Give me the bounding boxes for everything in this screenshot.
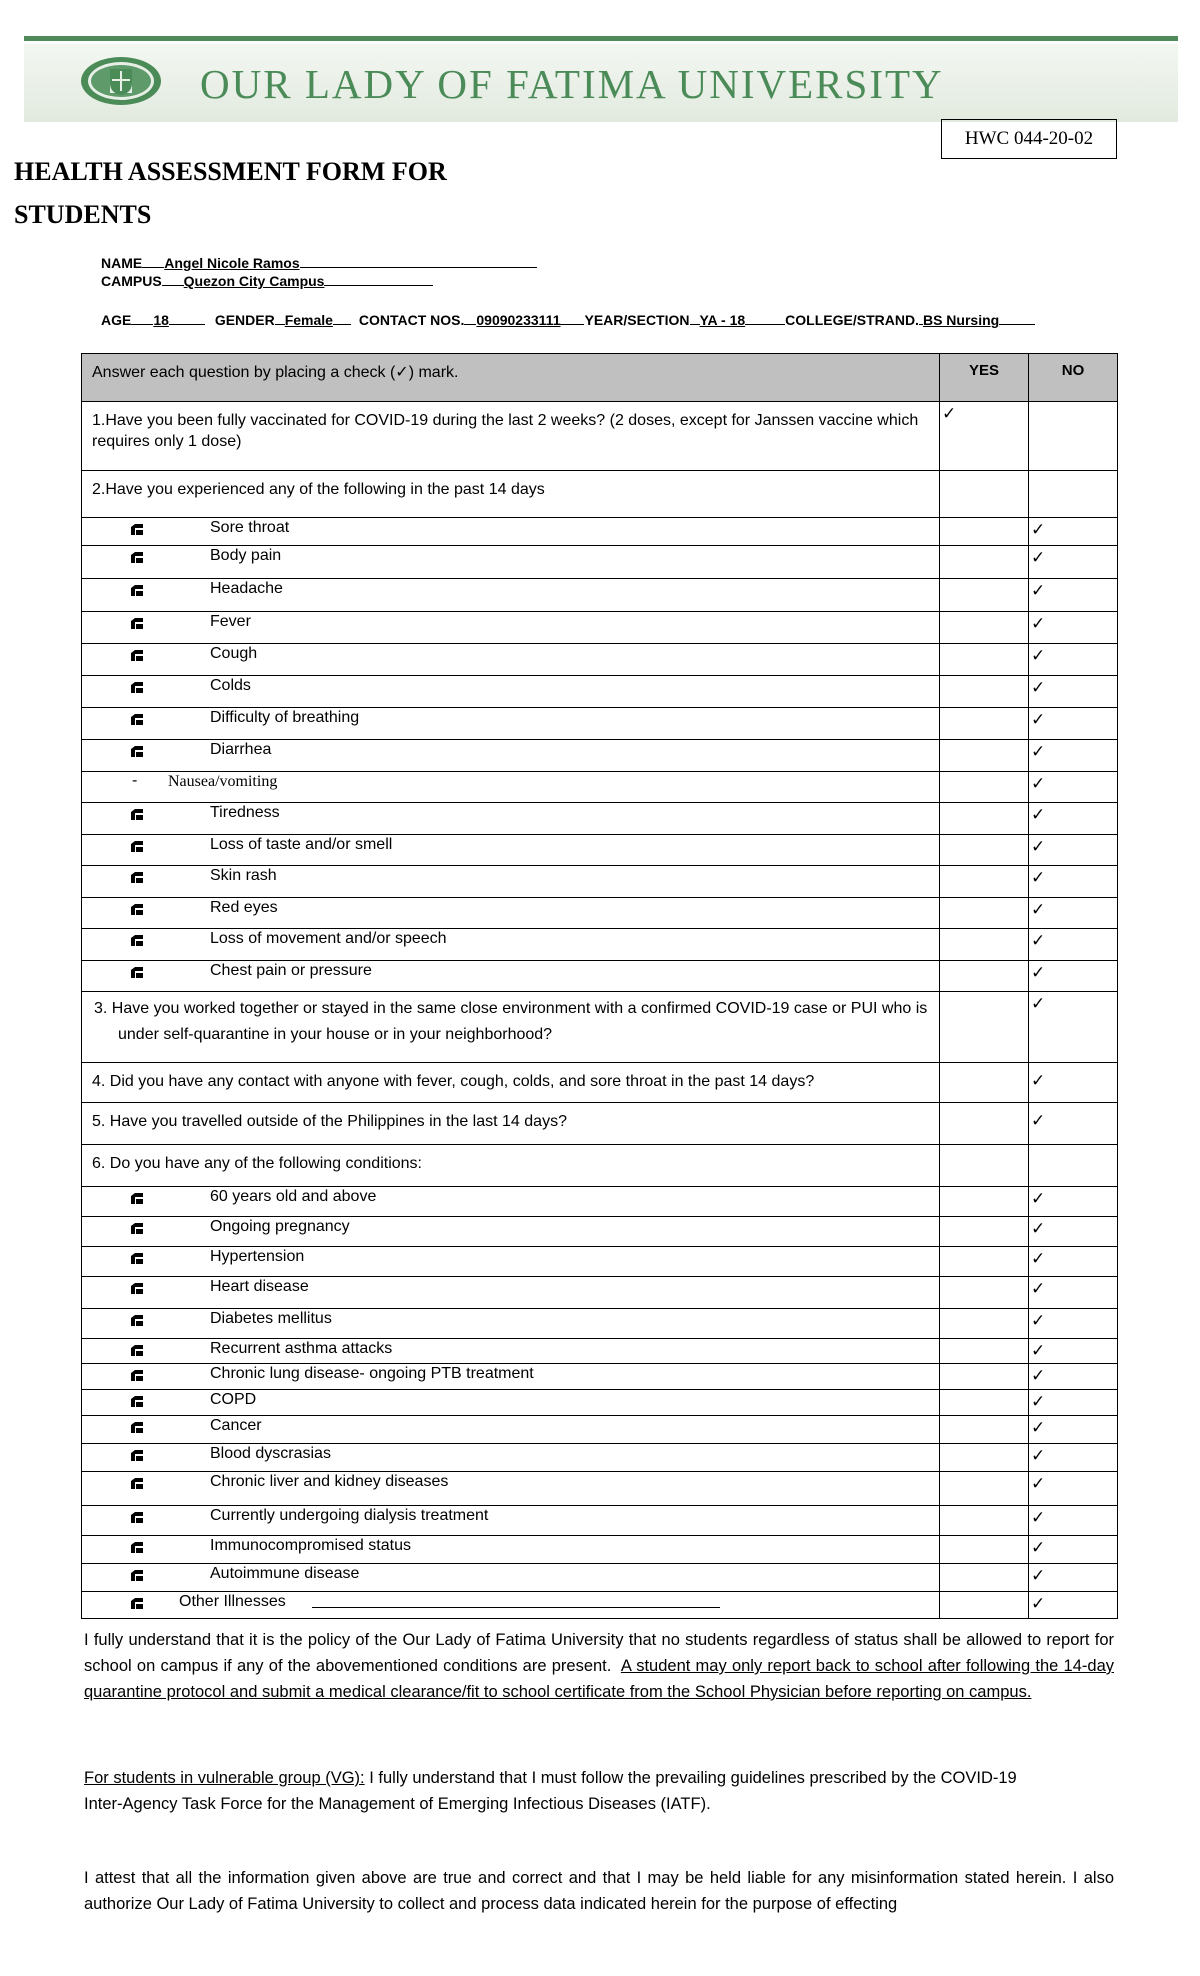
university-seal-icon	[80, 56, 162, 106]
symptom-yes-cell[interactable]	[940, 803, 1029, 835]
symptom-no-check: ✓	[1031, 678, 1046, 697]
symptom-yes-cell[interactable]	[940, 740, 1029, 772]
symptom-no-cell[interactable]	[1029, 772, 1118, 803]
condition-no-cell[interactable]	[1029, 1416, 1118, 1444]
symptom-cell	[82, 866, 940, 898]
question-6-text: 6. Do you have any of the following conditions:	[82, 1145, 940, 1187]
q2-no-cell[interactable]	[1029, 471, 1118, 518]
symptom-no-check: ✓	[1031, 774, 1046, 793]
dash-bullet-icon: -	[132, 772, 138, 789]
symptom-cell	[82, 961, 940, 992]
symptom-cell	[82, 929, 940, 961]
condition-label: Heart disease	[210, 1278, 309, 1295]
condition-cell	[82, 1472, 940, 1506]
checkbox-bullet-icon	[130, 1313, 144, 1327]
symptom-no-cell[interactable]	[1029, 898, 1118, 929]
symptom-label: Difficulty of breathing	[210, 709, 360, 726]
condition-label: 60 years old and above	[210, 1188, 377, 1205]
symptom-no-cell[interactable]	[1029, 644, 1118, 676]
condition-label: COPD	[210, 1391, 257, 1408]
question-row-2	[82, 471, 1118, 518]
name-field: NAME Angel Nicole Ramos	[101, 255, 537, 271]
checkbox-bullet-icon	[130, 839, 144, 853]
symptom-no-cell[interactable]	[1029, 835, 1118, 866]
q3-no-cell[interactable]	[1029, 992, 1118, 1063]
symptom-no-check: ✓	[1031, 581, 1046, 600]
condition-row	[82, 1536, 1118, 1564]
checkbox-bullet-icon	[130, 1368, 144, 1382]
symptom-no-cell[interactable]	[1029, 676, 1118, 708]
condition-yes-cell[interactable]	[940, 1416, 1029, 1444]
checkbox-bullet-icon	[130, 1251, 144, 1265]
vg-text-2: Inter-Agency Task Force for the Management of Emerging Infectious Diseases (IATF).	[84, 1795, 711, 1813]
condition-row	[82, 1416, 1118, 1444]
other-no-check: ✓	[1031, 1594, 1046, 1613]
condition-no-check: ✓	[1031, 1341, 1046, 1360]
symptom-cell	[82, 579, 940, 612]
checkbox-bullet-icon	[130, 616, 144, 630]
question-row-4	[82, 1063, 1118, 1103]
condition-no-check: ✓	[1031, 1392, 1046, 1411]
condition-row	[82, 1339, 1118, 1364]
condition-label: Autoimmune disease	[210, 1565, 360, 1582]
symptom-no-cell[interactable]	[1029, 708, 1118, 740]
symptom-yes-cell[interactable]	[940, 866, 1029, 898]
yes-header: YES	[940, 354, 1029, 402]
condition-no-check: ✓	[1031, 1366, 1046, 1385]
symptom-row	[82, 772, 1118, 803]
table-header-row	[82, 354, 1118, 402]
condition-no-check: ✓	[1031, 1311, 1046, 1330]
symptom-no-cell[interactable]	[1029, 518, 1118, 546]
checkbox-bullet-icon	[130, 583, 144, 597]
symptom-no-cell[interactable]	[1029, 740, 1118, 772]
question-row-1	[82, 402, 1118, 471]
symptom-yes-cell[interactable]	[940, 835, 1029, 866]
symptom-row	[82, 803, 1118, 835]
condition-yes-cell[interactable]	[940, 1564, 1029, 1592]
condition-label: Recurrent asthma attacks	[210, 1340, 393, 1357]
symptom-no-cell[interactable]	[1029, 579, 1118, 612]
condition-cell	[82, 1247, 940, 1277]
symptom-cell	[82, 898, 940, 929]
question-2-text: 2.Have you experienced any of the following in the past 14 days	[82, 471, 940, 518]
assessment-table	[81, 353, 1118, 1619]
condition-label: Ongoing pregnancy	[210, 1218, 350, 1235]
other-no-cell[interactable]	[1029, 1592, 1118, 1619]
instruction-cell: Answer each question by placing a check (✓) mark.	[82, 354, 940, 402]
condition-no-check: ✓	[1031, 1189, 1046, 1208]
condition-cell	[82, 1277, 940, 1309]
condition-cell	[82, 1339, 940, 1364]
condition-no-cell[interactable]	[1029, 1309, 1118, 1339]
condition-row	[82, 1506, 1118, 1536]
condition-row	[82, 1364, 1118, 1390]
condition-row	[82, 1309, 1118, 1339]
symptom-cell	[82, 644, 940, 676]
checkbox-bullet-icon	[130, 1191, 144, 1205]
other-illnesses-row	[82, 1592, 1118, 1619]
condition-no-check: ✓	[1031, 1566, 1046, 1585]
condition-label: Blood dyscrasias	[210, 1445, 331, 1462]
q1-yes-cell[interactable]	[940, 402, 1029, 471]
question-1-text: 1.Have you been fully vaccinated for COVID-19 during the last 2 weeks? (2 doses, except for Janssen vaccine which requires only 1 dose)	[82, 402, 940, 471]
condition-no-cell[interactable]	[1029, 1217, 1118, 1247]
condition-row	[82, 1187, 1118, 1217]
condition-label: Chronic lung disease- ongoing PTB treatment	[210, 1365, 534, 1382]
q3-no-check: ✓	[1031, 994, 1046, 1013]
symptom-label: Tiredness	[210, 804, 280, 821]
condition-no-cell[interactable]	[1029, 1472, 1118, 1506]
q4-yes-cell[interactable]	[940, 1063, 1029, 1103]
symptom-label: Loss of taste and/or smell	[210, 836, 393, 853]
symptom-no-cell[interactable]	[1029, 803, 1118, 835]
symptom-row	[82, 898, 1118, 929]
no-header: NO	[1029, 354, 1118, 402]
attestation-statement: I attest that all the information given above are true and correct and that I may be held liable for any misinformation stated herein. I also authorize Our Lady of Fatima University to collect and process data indicated herein for the purpose of effecting	[84, 1869, 1114, 1913]
symptom-no-check: ✓	[1031, 837, 1046, 856]
symptom-yes-cell[interactable]	[940, 644, 1029, 676]
question-row-6	[82, 1145, 1118, 1187]
condition-yes-cell[interactable]	[940, 1364, 1029, 1390]
symptom-no-check: ✓	[1031, 742, 1046, 761]
condition-no-check: ✓	[1031, 1249, 1046, 1268]
question-row-5	[82, 1103, 1118, 1145]
symptom-yes-cell[interactable]	[940, 898, 1029, 929]
symptom-label: Red eyes	[210, 899, 278, 916]
symptom-label: Diarrhea	[210, 741, 272, 758]
condition-yes-cell[interactable]	[940, 1217, 1029, 1247]
title-line-2: STUDENTS	[14, 200, 152, 229]
symptom-no-cell[interactable]	[1029, 961, 1118, 992]
condition-label: Hypertension	[210, 1248, 305, 1265]
vg-text: I fully understand that I must follow the prevailing guidelines prescribed by the COVID-19	[369, 1769, 1017, 1787]
condition-no-check: ✓	[1031, 1474, 1046, 1493]
condition-yes-cell[interactable]	[940, 1472, 1029, 1506]
condition-row	[82, 1217, 1118, 1247]
symptom-label: Cough	[210, 645, 258, 662]
condition-no-check: ✓	[1031, 1279, 1046, 1298]
symptom-yes-cell[interactable]	[940, 772, 1029, 803]
symptom-no-cell[interactable]	[1029, 866, 1118, 898]
symptom-label: Body pain	[210, 547, 282, 564]
checkbox-bullet-icon	[130, 680, 144, 694]
policy-underlined-text: A student may only report back to school after following the 14-day quarantine protocol and submit a medical clearance/fit to school certificate from the School Physician before reporting on campus.	[84, 1657, 1114, 1701]
checkbox-bullet-icon	[130, 1596, 144, 1610]
condition-no-cell[interactable]	[1029, 1390, 1118, 1416]
condition-row	[82, 1247, 1118, 1277]
symptom-yes-cell[interactable]	[940, 676, 1029, 708]
condition-no-cell[interactable]	[1029, 1536, 1118, 1564]
symptom-no-check: ✓	[1031, 805, 1046, 824]
condition-yes-cell[interactable]	[940, 1309, 1029, 1339]
checkbox-bullet-icon	[130, 1510, 144, 1524]
symptom-row	[82, 708, 1118, 740]
symptom-row	[82, 612, 1118, 644]
gender-value[interactable]: Female	[284, 312, 333, 328]
condition-row	[82, 1564, 1118, 1592]
condition-row	[82, 1472, 1118, 1506]
condition-label: Chronic liver and kidney diseases	[210, 1473, 449, 1490]
checkbox-bullet-icon	[130, 522, 144, 536]
details-row: AGE 18 GENDER Female CONTACT NOS. 09090233111 YEAR/SECTION YA - 18 COLLEGE/STRAND. BS Nursing	[101, 312, 1035, 328]
checkbox-bullet-icon	[130, 712, 144, 726]
symptom-no-check: ✓	[1031, 963, 1046, 982]
question-row-3	[82, 992, 1118, 1063]
symptom-yes-cell[interactable]	[940, 518, 1029, 546]
other-yes-cell[interactable]	[940, 1592, 1029, 1619]
symptom-no-check: ✓	[1031, 646, 1046, 665]
q6-yes-cell[interactable]	[940, 1145, 1029, 1187]
college-value[interactable]: BS Nursing	[922, 312, 1000, 328]
condition-row	[82, 1390, 1118, 1416]
symptom-no-cell[interactable]	[1029, 612, 1118, 644]
checkbox-bullet-icon	[130, 933, 144, 947]
condition-no-cell[interactable]	[1029, 1277, 1118, 1309]
condition-yes-cell[interactable]	[940, 1506, 1029, 1536]
condition-row	[82, 1444, 1118, 1472]
condition-no-cell[interactable]	[1029, 1364, 1118, 1390]
symptom-label: Chest pain or pressure	[210, 962, 372, 979]
condition-cell	[82, 1187, 940, 1217]
symptom-cell	[82, 740, 940, 772]
condition-yes-cell[interactable]	[940, 1277, 1029, 1309]
symptom-row	[82, 546, 1118, 579]
checkbox-bullet-icon	[130, 965, 144, 979]
symptom-yes-cell[interactable]	[940, 708, 1029, 740]
checkbox-bullet-icon	[130, 902, 144, 916]
policy-statement	[84, 1627, 1114, 1705]
symptom-label: Headache	[210, 580, 283, 597]
condition-cell	[82, 1444, 940, 1472]
condition-yes-cell[interactable]	[940, 1187, 1029, 1217]
symptom-no-check: ✓	[1031, 710, 1046, 729]
symptom-no-check: ✓	[1031, 900, 1046, 919]
header-rule	[24, 36, 1178, 41]
symptom-yes-cell[interactable]	[940, 929, 1029, 961]
symptom-label: Sore throat	[210, 519, 290, 536]
other-illnesses-cell	[82, 1592, 940, 1619]
symptom-label: Loss of movement and/or speech	[210, 930, 447, 947]
symptom-yes-cell[interactable]	[940, 579, 1029, 612]
symptom-row	[82, 929, 1118, 961]
checkbox-bullet-icon	[130, 648, 144, 662]
q6-no-cell[interactable]	[1029, 1145, 1118, 1187]
age-value[interactable]: 18	[153, 312, 169, 328]
checkbox-bullet-icon	[130, 1448, 144, 1462]
symptom-row	[82, 579, 1118, 612]
condition-yes-cell[interactable]	[940, 1390, 1029, 1416]
condition-no-check: ✓	[1031, 1418, 1046, 1437]
condition-label: Cancer	[210, 1417, 262, 1434]
q5-no-check: ✓	[1031, 1111, 1046, 1130]
q3-yes-cell[interactable]	[940, 992, 1029, 1063]
checkbox-bullet-icon	[130, 1476, 144, 1490]
symptom-no-check: ✓	[1031, 868, 1046, 887]
symptom-no-check: ✓	[1031, 931, 1046, 950]
checkbox-bullet-icon	[130, 744, 144, 758]
symptom-yes-cell[interactable]	[940, 546, 1029, 579]
condition-no-cell[interactable]	[1029, 1339, 1118, 1364]
checkbox-bullet-icon	[130, 550, 144, 564]
checkbox-bullet-icon	[130, 1221, 144, 1235]
condition-cell	[82, 1390, 940, 1416]
condition-label: Diabetes mellitus	[210, 1310, 332, 1327]
symptom-no-check: ✓	[1031, 614, 1046, 633]
condition-no-check: ✓	[1031, 1538, 1046, 1557]
condition-cell	[82, 1536, 940, 1564]
title-line-1: HEALTH ASSESSMENT FORM FOR	[14, 157, 447, 186]
condition-no-check: ✓	[1031, 1219, 1046, 1238]
symptom-no-check: ✓	[1031, 548, 1046, 567]
symptom-label: Nausea/vomiting	[168, 773, 278, 790]
symptom-cell	[82, 676, 940, 708]
symptom-cell	[82, 772, 940, 803]
symptom-no-cell[interactable]	[1029, 546, 1118, 579]
form-code: HWC 044-20-02	[941, 119, 1117, 159]
symptom-no-cell[interactable]	[1029, 929, 1118, 961]
condition-yes-cell[interactable]	[940, 1247, 1029, 1277]
condition-yes-cell[interactable]	[940, 1444, 1029, 1472]
checkbox-bullet-icon	[130, 1420, 144, 1434]
vg-label: For students in vulnerable group (VG):	[84, 1769, 365, 1787]
condition-no-cell[interactable]	[1029, 1444, 1118, 1472]
symptom-row	[82, 835, 1118, 866]
symptom-cell	[82, 612, 940, 644]
q4-no-check: ✓	[1031, 1071, 1046, 1090]
symptom-row	[82, 740, 1118, 772]
q4-no-cell[interactable]	[1029, 1063, 1118, 1103]
section-value[interactable]: YA - 18	[699, 312, 746, 328]
university-name: OUR LADY OF FATIMA UNIVERSITY	[200, 61, 944, 107]
checkbox-bullet-icon	[130, 870, 144, 884]
checkbox-bullet-icon	[130, 1540, 144, 1554]
campus-field: CAMPUS Quezon City Campus	[101, 273, 433, 289]
condition-cell	[82, 1364, 940, 1390]
symptom-row	[82, 518, 1118, 546]
question-3-text: 3. Have you worked together or stayed in the same close environment with a confirmed COVID-19 case or PUI who is under self-quarantine in your house or in your neighborhood?	[82, 992, 940, 1063]
symptom-row	[82, 866, 1118, 898]
other-illnesses-label: Other Illnesses	[179, 1593, 286, 1610]
q1-yes-check: ✓	[942, 404, 957, 423]
other-illnesses-input[interactable]	[312, 1593, 720, 1608]
conditions-list	[82, 1187, 1118, 1592]
q1-no-cell[interactable]	[1029, 402, 1118, 471]
campus-value[interactable]: Quezon City Campus	[183, 273, 325, 289]
condition-cell	[82, 1506, 940, 1536]
condition-no-cell[interactable]	[1029, 1187, 1118, 1217]
q5-yes-cell[interactable]	[940, 1103, 1029, 1145]
checkbox-bullet-icon	[130, 1281, 144, 1295]
page-title	[14, 150, 447, 236]
policy-text: I fully understand that it is the policy of the Our Lady of Fatima University that no students regardless of status shall be allowed to report for school on campus if any of the abovementioned conditions are present.	[84, 1631, 1114, 1675]
condition-cell	[82, 1309, 940, 1339]
q2-yes-cell[interactable]	[940, 471, 1029, 518]
condition-cell	[82, 1564, 940, 1592]
symptom-row	[82, 676, 1118, 708]
condition-row	[82, 1277, 1118, 1309]
condition-yes-cell[interactable]	[940, 1536, 1029, 1564]
symptom-row	[82, 961, 1118, 992]
symptom-cell	[82, 546, 940, 579]
condition-no-cell[interactable]	[1029, 1247, 1118, 1277]
symptom-list	[82, 518, 1118, 992]
condition-no-cell[interactable]	[1029, 1564, 1118, 1592]
symptom-cell	[82, 518, 940, 546]
symptom-row	[82, 644, 1118, 676]
symptom-label: Fever	[210, 613, 251, 630]
symptom-label: Skin rash	[210, 867, 277, 884]
condition-label: Currently undergoing dialysis treatment	[210, 1507, 489, 1524]
question-5-text: 5. Have you travelled outside of the Philippines in the last 14 days?	[82, 1103, 940, 1145]
symptom-no-check: ✓	[1031, 520, 1046, 539]
symptom-cell	[82, 708, 940, 740]
condition-cell	[82, 1217, 940, 1247]
symptom-cell	[82, 803, 940, 835]
condition-no-check: ✓	[1031, 1446, 1046, 1465]
symptom-yes-cell[interactable]	[940, 961, 1029, 992]
symptom-yes-cell[interactable]	[940, 612, 1029, 644]
contact-value[interactable]: 09090233111	[476, 312, 561, 328]
condition-no-cell[interactable]	[1029, 1506, 1118, 1536]
checkbox-bullet-icon	[130, 1343, 144, 1357]
checkbox-bullet-icon	[130, 1394, 144, 1408]
question-4-text: 4. Did you have any contact with anyone with fever, cough, colds, and sore throat in the past 14 days?	[82, 1063, 940, 1103]
vg-statement	[84, 1765, 1114, 1817]
name-value[interactable]: Angel Nicole Ramos	[164, 255, 300, 271]
condition-cell	[82, 1416, 940, 1444]
symptom-cell	[82, 835, 940, 866]
symptom-label: Colds	[210, 677, 251, 694]
condition-no-check: ✓	[1031, 1508, 1046, 1527]
condition-yes-cell[interactable]	[940, 1339, 1029, 1364]
condition-label: Immunocompromised status	[210, 1537, 411, 1554]
checkbox-bullet-icon	[130, 807, 144, 821]
checkbox-bullet-icon	[130, 1568, 144, 1582]
q5-no-cell[interactable]	[1029, 1103, 1118, 1145]
